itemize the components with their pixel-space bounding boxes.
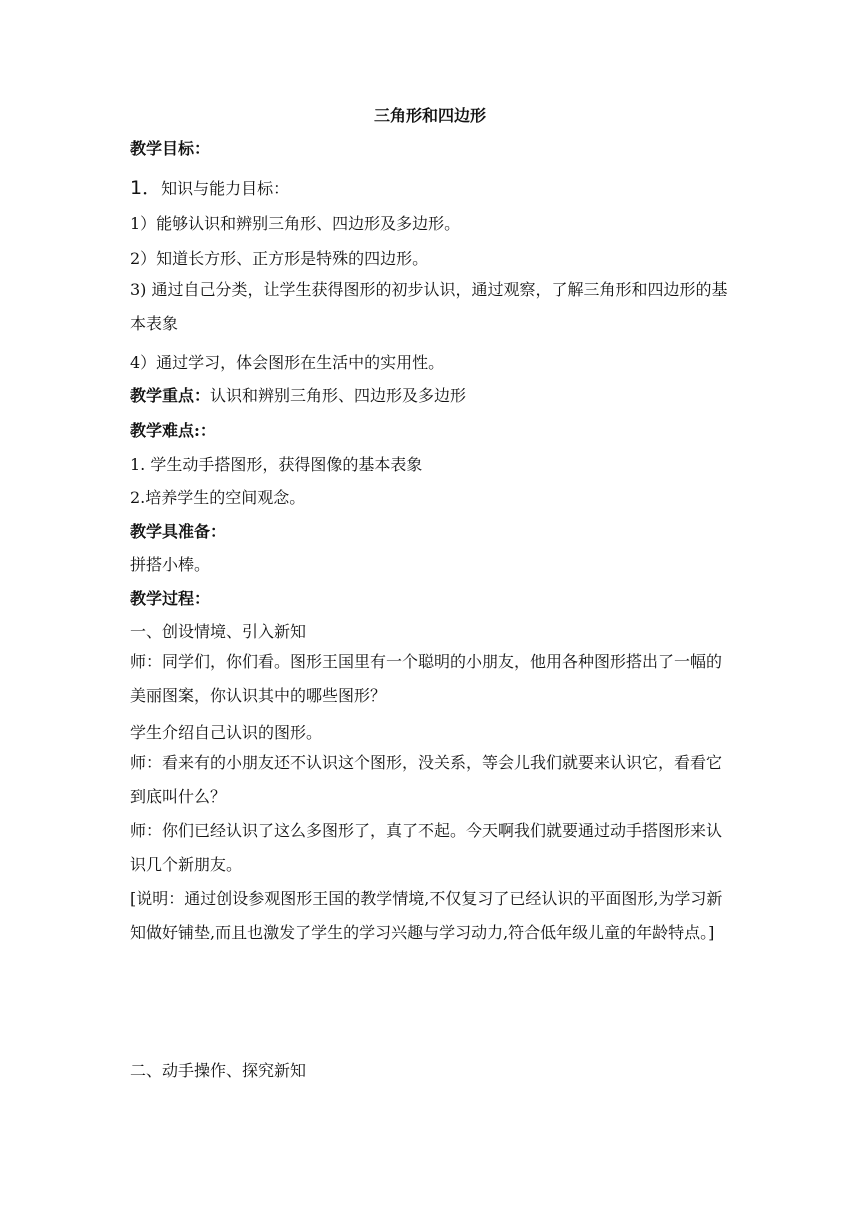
key-points-text: 认识和辨别三角形、四边形及多边形	[210, 386, 467, 405]
objective-item: 2）知道长方形、正方形是特殊的四边形。	[130, 249, 429, 268]
process-paragraph: 师：看来有的小朋友还不认识这个图形，没关系，等会儿我们就要来认识它，看看它到底叫什么？	[130, 753, 723, 806]
objective-1-text: 知识与能力目标：	[161, 179, 290, 198]
difficulties-heading: 教学难点:：	[130, 421, 216, 440]
process-note: [说明：通过创设参观图形王国的教学情境,不仅复习了已经认识的平面图形,为学习新知做好铺垫,而且也激发了学生的学习兴趣与学习动力,符合低年级儿童的年龄特点。]	[130, 889, 723, 942]
section-1-heading: 一、创设情境、引入新知	[130, 622, 307, 641]
process-paragraph: 学生介绍自己认识的图形。	[130, 723, 323, 742]
process-paragraph: 师：你们已经认识了这么多图形了，真了不起。今天啊我们就要通过动手搭图形来认识几个新朋友。	[130, 821, 723, 874]
objective-item: 1）能够认识和辨别三角形、四边形及多边形。	[130, 214, 461, 233]
objective-1	[130, 173, 735, 200]
document-title: 三角形和四边形	[373, 106, 486, 125]
tools-heading: 教学具准备：	[130, 522, 227, 541]
section-2-heading: 二、动手操作、探究新知	[130, 1061, 307, 1080]
key-points-heading: 教学重点：	[130, 386, 211, 405]
objective-1-number: 1．	[130, 177, 162, 199]
key-points	[130, 383, 735, 406]
objective-item: 3) 通过自己分类，让学生获得图形的初步认识，通过观察，了解三角形和四边形的基本表象	[130, 280, 728, 333]
process-heading: 教学过程：	[130, 589, 211, 608]
tools-text: 拼搭小棒。	[130, 555, 211, 574]
difficulty-item: 2.培养学生的空间观念。	[130, 488, 306, 507]
difficulty-item: 1. 学生动手搭图形，获得图像的基本表象	[130, 455, 423, 474]
process-paragraph: 师：同学们，你们看。图形王国里有一个聪明的小朋友，他用各种图形搭出了一幅的美丽图案，你认识其中的哪些图形？	[130, 652, 723, 705]
objective-item: 4）通过学习，体会图形在生活中的实用性。	[130, 353, 445, 372]
objectives-heading: 教学目标：	[130, 139, 211, 158]
